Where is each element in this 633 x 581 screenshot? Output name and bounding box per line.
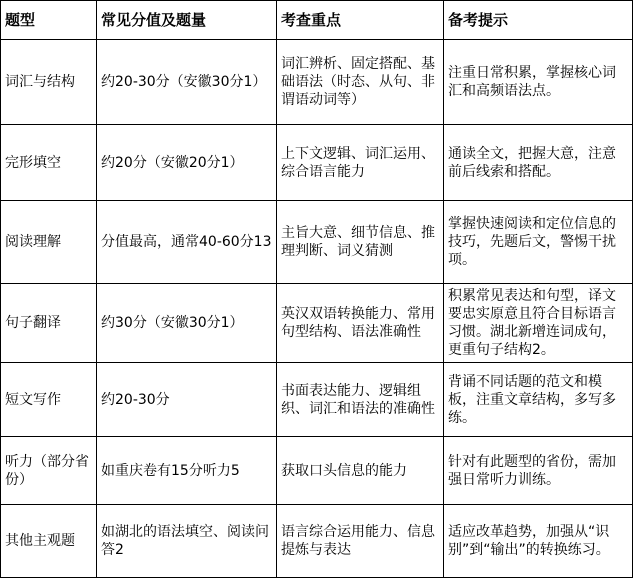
- table-row: [1, 437, 633, 505]
- cell-question-type: 听力（部分省份）: [1, 437, 97, 505]
- cell-question-type: 阅读理解: [1, 201, 97, 284]
- table-header-row: [1, 1, 633, 40]
- cell-score-count: 约20-30分（安徽30分1）: [97, 40, 277, 125]
- table-row: [1, 40, 633, 125]
- cell-question-type: 其他主观题: [1, 505, 97, 578]
- cell-score-count: 分值最高，通常40-60分13: [97, 201, 277, 284]
- cell-score-count: 约20-30分: [97, 363, 277, 437]
- cell-tips: 通读全文，把握大意，注意前后线索和搭配。: [444, 125, 633, 201]
- cell-tips: 背诵不同话题的范文和模板，注重文章结构，多写多练。: [444, 363, 633, 437]
- cell-tips: 注重日常积累，掌握核心词汇和高频语法点。: [444, 40, 633, 125]
- cell-question-type: 短文写作: [1, 363, 97, 437]
- cell-focus: 书面表达能力、逻辑组织、词汇和语法的准确性: [277, 363, 444, 437]
- table-row: [1, 505, 633, 578]
- table-row: [1, 363, 633, 437]
- header-question-type: 题型: [1, 1, 97, 40]
- cell-score-count: 如重庆卷有15分听力5: [97, 437, 277, 505]
- cell-focus: 主旨大意、细节信息、推理判断、词义猜测: [277, 201, 444, 284]
- cell-tips: 掌握快速阅读和定位信息的技巧，先题后文，警惕干扰项。: [444, 201, 633, 284]
- cell-score-count: 约20分（安徽20分1）: [97, 125, 277, 201]
- header-focus: 考查重点: [277, 1, 444, 40]
- cell-tips: 适应改革趋势，加强从“识别”到“输出”的转换练习。: [444, 505, 633, 578]
- table-row: [1, 201, 633, 284]
- cell-focus: 上下文逻辑、词汇运用、综合语言能力: [277, 125, 444, 201]
- header-tips: 备考提示: [444, 1, 633, 40]
- cell-focus: 英汉双语转换能力、常用句型结构、语法准确性: [277, 284, 444, 363]
- table-row: [1, 125, 633, 201]
- cell-score-count: 如湖北的语法填空、阅读问答2: [97, 505, 277, 578]
- cell-focus: 获取口头信息的能力: [277, 437, 444, 505]
- cell-tips: 针对有此题型的省份，需加强日常听力训练。: [444, 437, 633, 505]
- cell-tips: 积累常见表达和句型，译文要忠实原意且符合目标语言习惯。湖北新增连词成句，更重句子结构2。: [444, 284, 633, 363]
- cell-question-type: 完形填空: [1, 125, 97, 201]
- cell-question-type: 词汇与结构: [1, 40, 97, 125]
- header-score-count: 常见分值及题量: [97, 1, 277, 40]
- cell-question-type: 句子翻译: [1, 284, 97, 363]
- cell-focus: 词汇辨析、固定搭配、基础语法（时态、从句、非谓语动词等）: [277, 40, 444, 125]
- table-row: [1, 284, 633, 363]
- cell-focus: 语言综合运用能力、信息提炼与表达: [277, 505, 444, 578]
- cell-score-count: 约30分（安徽30分1）: [97, 284, 277, 363]
